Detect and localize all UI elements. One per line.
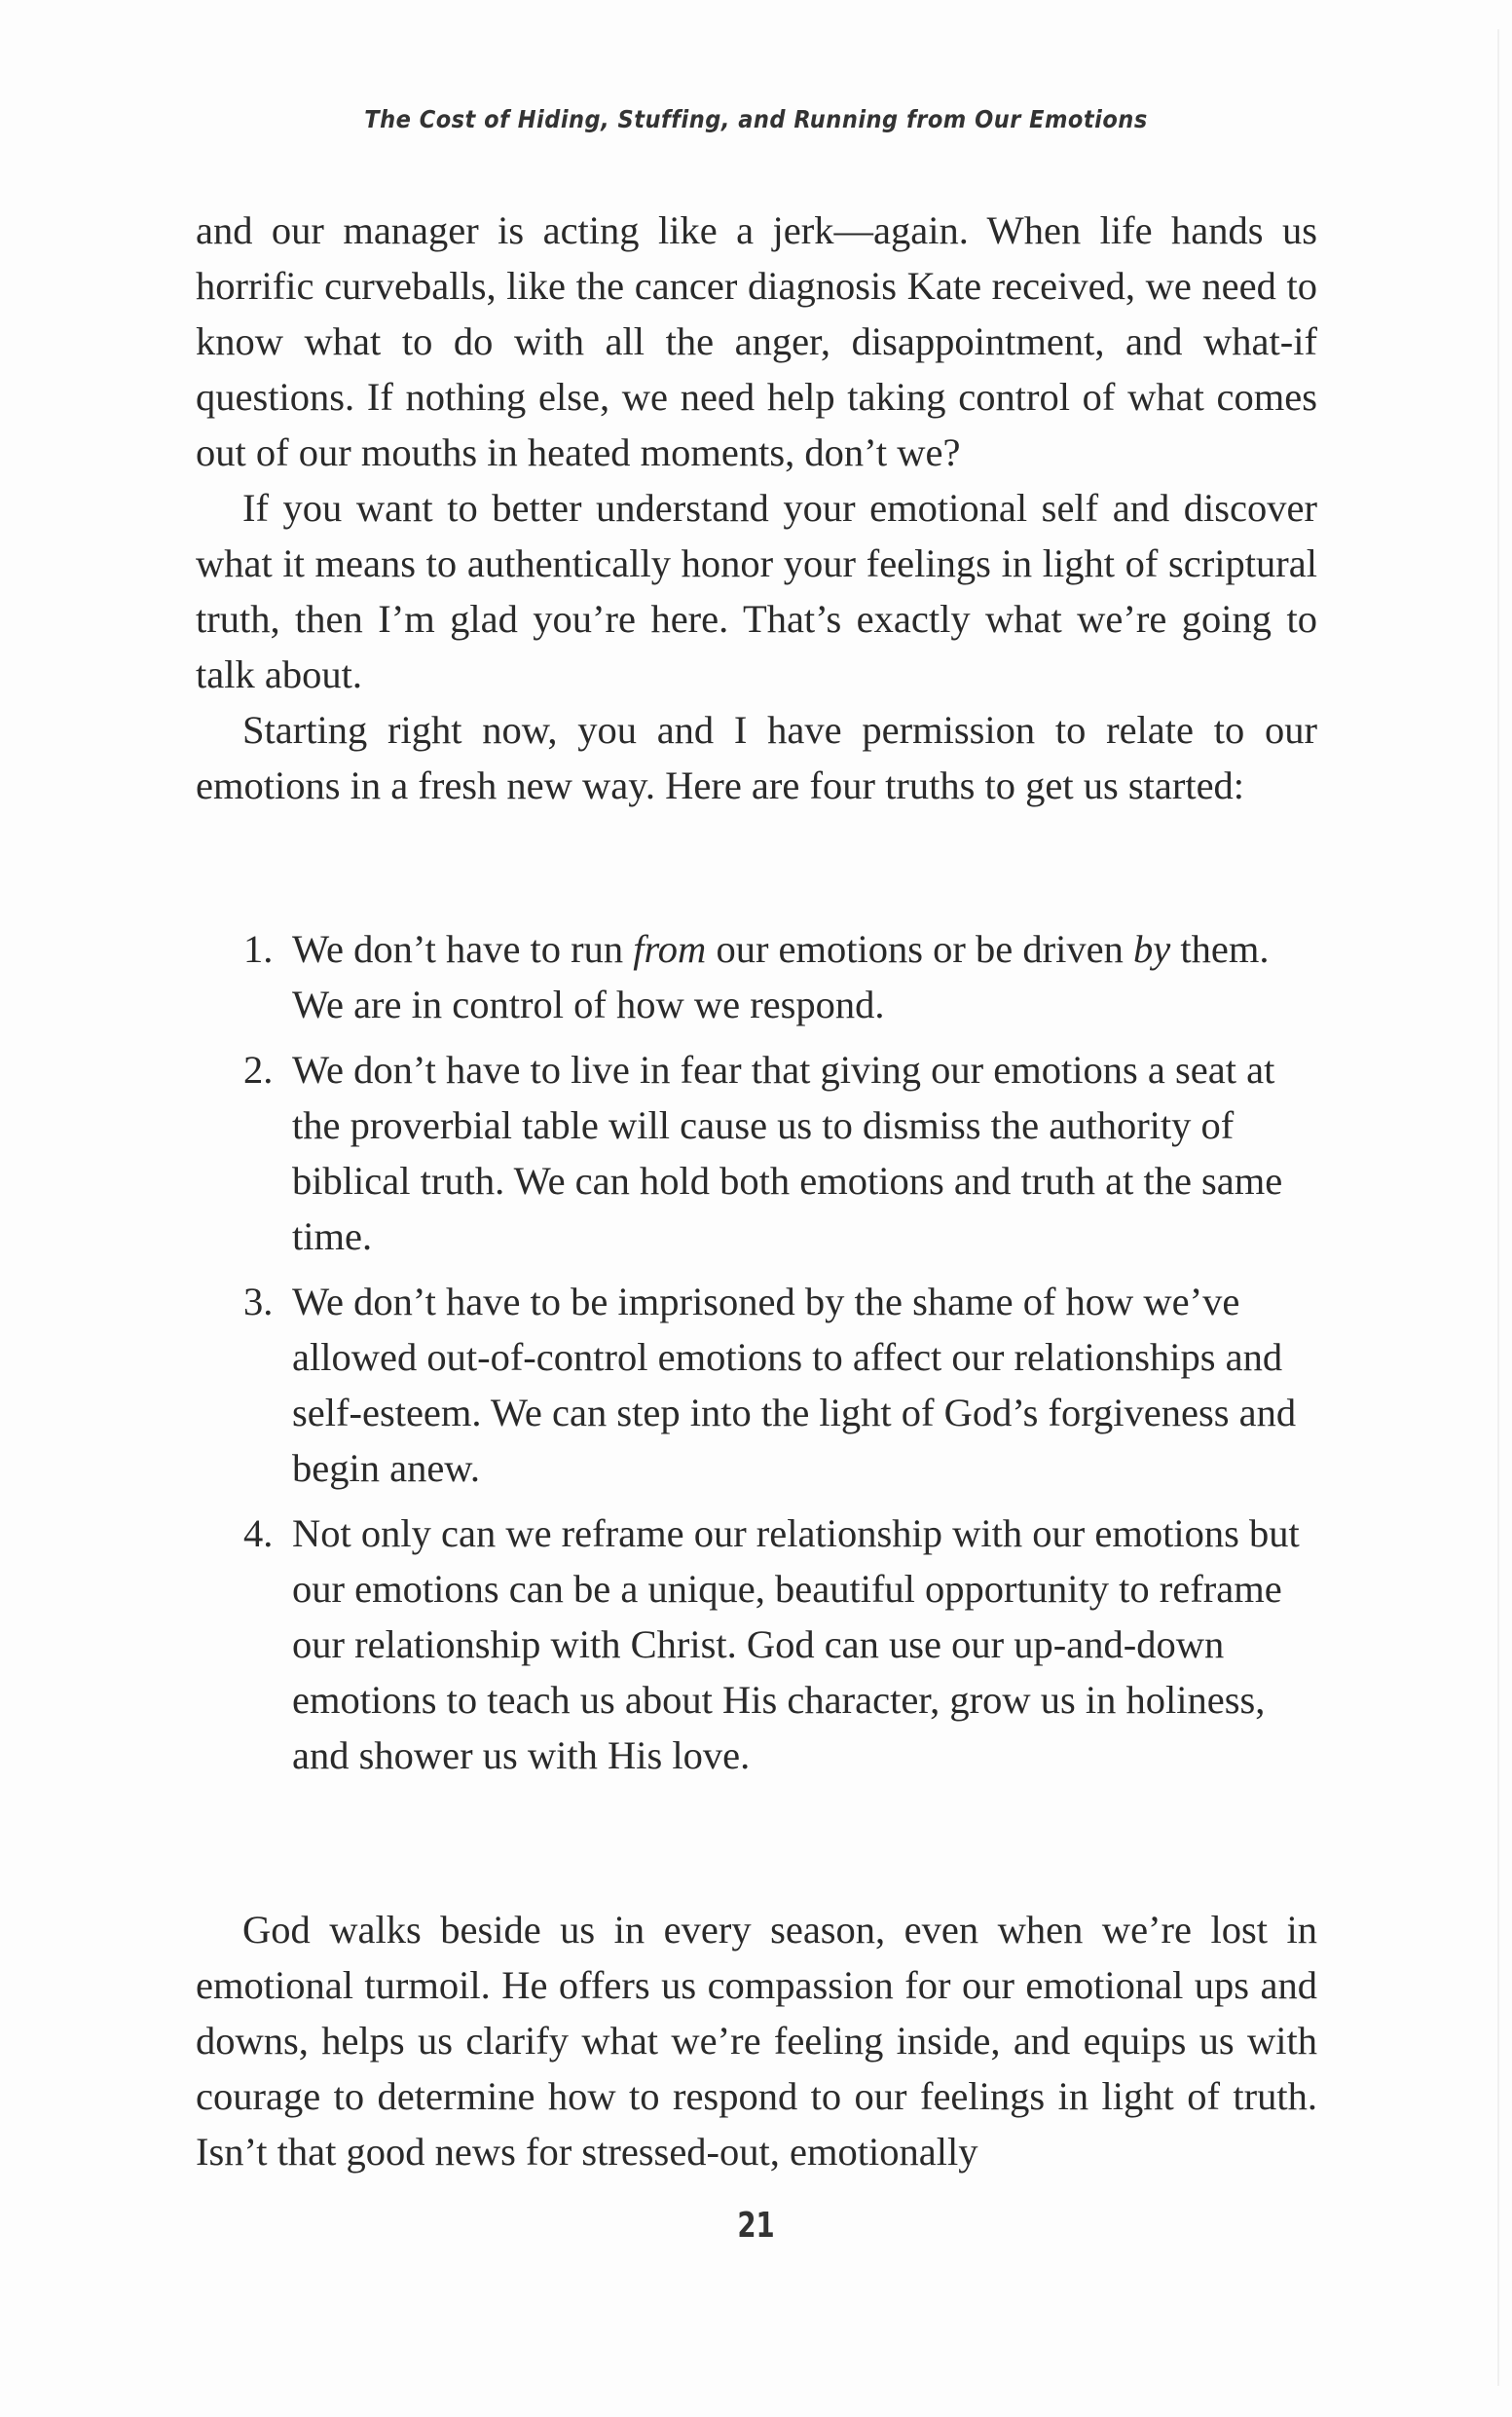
list-text: Not only can we reframe our relationship with our emotions but our emotions can be a unique, beautiful opportunity to reframe our relationship with Christ. God can use our up-and-down emotions to teach us about His character, grow us in holiness, and shower us with His love. (292, 1511, 1300, 1777)
list-item (243, 1506, 1314, 1783)
list-number: 2. (243, 1048, 274, 1092)
list-number: 4. (243, 1511, 274, 1555)
scan-edge (1497, 29, 1499, 2386)
four-truths-list (243, 921, 1314, 1793)
paragraph-1: and our manager is acting like a jerk—again. When life hands us horrific curveballs, like the cancer diagnosis Kate received, we need to know what to do with all the anger, disappointment, and what-if questions. If nothing else, we need help taking control of what comes out of our mouths in heated moments, don’t we? (196, 208, 1317, 474)
list-text: We don’t have to be imprisoned by the shame of how we’ve allowed out-of-control emotions to affect our relationships and self-esteem. We can step into the light of God’s forgiveness and begin anew. (292, 1280, 1297, 1490)
list-number: 3. (243, 1280, 274, 1323)
paragraph-2: If you want to better understand your emotional self and discover what it means to authentically honor your feelings in light of scriptural truth, then I’m glad you’re here. That’s exactly what we’re going to talk about. (196, 486, 1317, 696)
list-number: 1. (243, 927, 274, 971)
body-text-top (196, 203, 1317, 813)
page-number: 21 (737, 2206, 775, 2246)
body-text-bottom (196, 1902, 1317, 2179)
emphasis-from: from (633, 927, 707, 971)
list-item (243, 1274, 1314, 1496)
running-head: The Cost of Hiding, Stuffing, and Running from Our Emotions (364, 105, 1148, 133)
list-text: We don’t have to live in fear that giving our emotions a seat at the proverbial table will cause us to dismiss the authority of biblical truth. We can hold both emotions and truth at the same time. (292, 1048, 1283, 1258)
list-text: We don’t have to run from our emotions or be driven by them. We are in control of how we respond. (292, 927, 1270, 1026)
paragraph-3: Starting right now, you and I have permission to relate to our emotions in a fresh new way. Here are four truths to get us started: (196, 708, 1317, 807)
list-item (243, 921, 1314, 1032)
list-item (243, 1042, 1314, 1264)
emphasis-by: by (1132, 927, 1171, 971)
paragraph-4: God walks beside us in every season, even when we’re lost in emotional turmoil. He offers us compassion for our emotional ups and downs, helps us clarify what we’re feeling inside, and equips us with courage to determine how to respond to our feelings in light of truth. Isn’t that good news for stressed-out, emotionally (196, 1908, 1317, 2174)
